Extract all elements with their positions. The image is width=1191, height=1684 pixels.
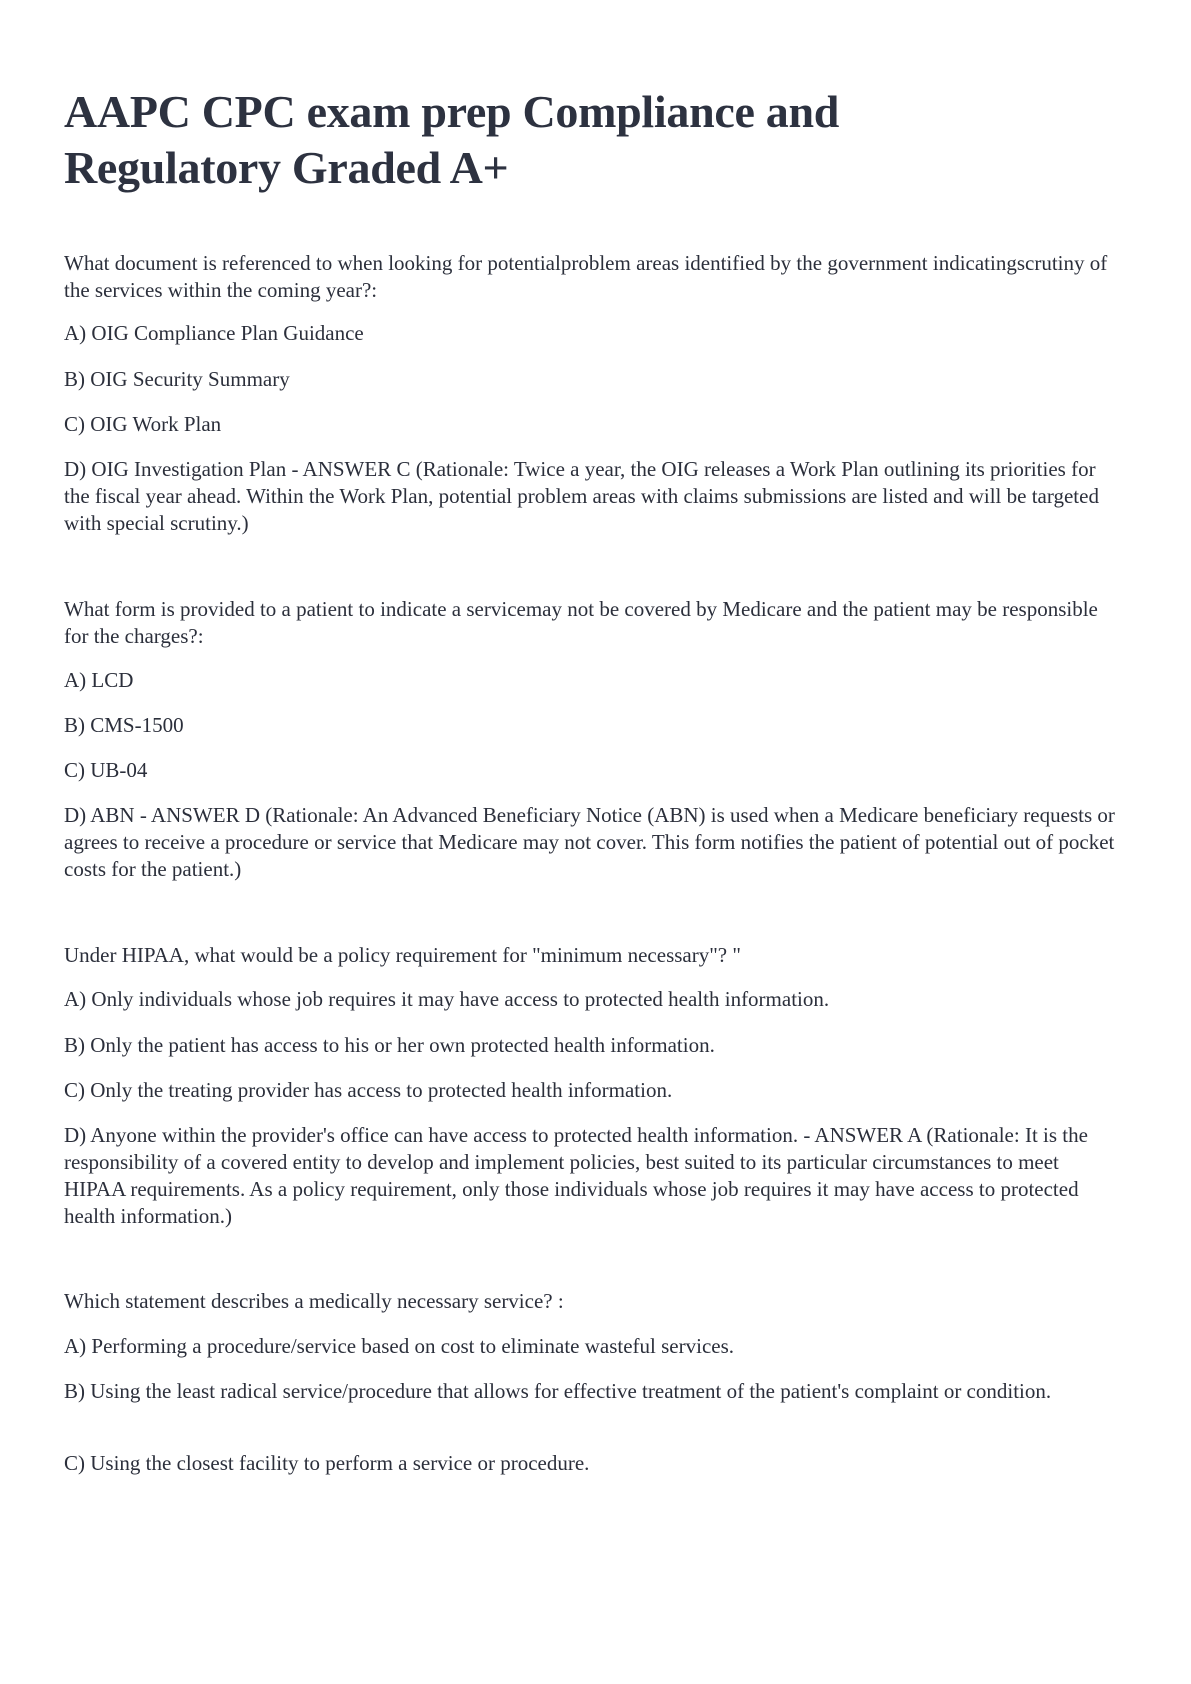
question-1-option-d-answer: D) OIG Investigation Plan - ANSWER C (Rationale: Twice a year, the OIG releases a Work Plan outlining its priorities for the fiscal year ahead. Within the Work Plan, potential problem areas with claims submissions are listed and will be targeted with special scrutiny.)	[64, 457, 1099, 535]
question-3-text: Under HIPAA, what would be a policy requirement for "minimum necessary"? "	[64, 943, 741, 967]
question-4-text: Which statement describes a medically necessary service? :	[64, 1289, 564, 1313]
question-1-option-b: B) OIG Security Summary	[64, 367, 290, 391]
document-title: AAPC CPC exam prep Compliance and Regulatory Graded A+	[64, 86, 840, 193]
question-3-option-b: B) Only the patient has access to his or her own protected health information.	[64, 1033, 715, 1057]
question-2-text: What form is provided to a patient to indicate a servicemay not be covered by Medicare and the patient may be responsible for the charges?:	[64, 597, 1098, 648]
question-2-option-c: C) UB-04	[64, 758, 148, 782]
question-2-option-a: A) LCD	[64, 668, 134, 692]
question-1-text: What document is referenced to when looking for potentialproblem areas identified by the government indicatingscrutiny of the services within the coming year?:	[64, 251, 1108, 302]
question-1-option-a: A) OIG Compliance Plan Guidance	[64, 321, 364, 345]
question-4-option-a: A) Performing a procedure/service based on cost to eliminate wasteful services.	[64, 1334, 735, 1358]
question-2-option-d-answer: D) ABN - ANSWER D (Rationale: An Advanced Beneficiary Notice (ABN) is used when a Medicare beneficiary requests or agrees to receive a procedure or service that Medicare may not cover. This form notifies the patient of potential out of pocket costs for the patient.)	[64, 803, 1115, 881]
question-3-option-c: C) Only the treating provider has access to protected health information.	[64, 1078, 673, 1102]
question-1-option-c: C) OIG Work Plan	[64, 412, 222, 436]
question-3-option-a: A) Only individuals whose job requires it may have access to protected health information.	[64, 987, 830, 1011]
question-4-option-b: B) Using the least radical service/procedure that allows for effective treatment of the patient's complaint or condition.	[64, 1379, 1052, 1403]
question-4-option-c: C) Using the closest facility to perform a service or procedure.	[64, 1451, 590, 1475]
question-2-option-b: B) CMS-1500	[64, 713, 184, 737]
question-3-option-d-answer: D) Anyone within the provider's office can have access to protected health information. - ANSWER A (Rationale: It is the responsibility of a covered entity to develop and implement policies, best suited to its particular circumstances to meet HIPAA requirements. As a policy requirement, only those individuals whose job requires it may have access to protected health information.)	[64, 1123, 1088, 1228]
